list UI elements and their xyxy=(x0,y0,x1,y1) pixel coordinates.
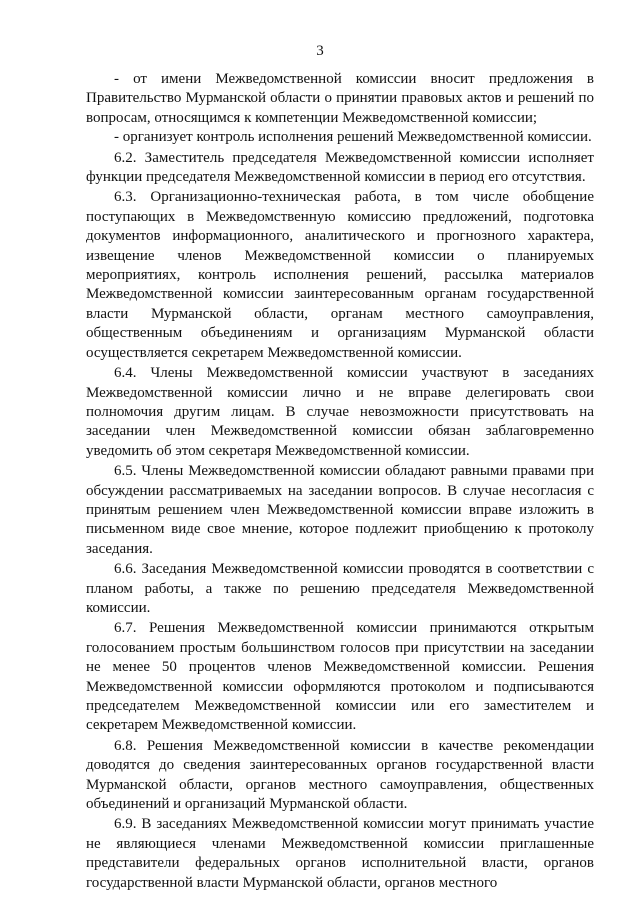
paragraph-6-2: 6.2. Заместитель председателя Межведомственной комиссии исполняет функции председателя Межведомственной комиссии в период его отсутствия. xyxy=(86,149,594,186)
paragraph-6-3: 6.3. Организационно-техническая работа, в том числе обобщение поступающих в Межведомственную комиссию предложений, подготовка документов информационного, аналитического и прогнозного характера, извещение членов Межведомственной комиссии о планируемых мероприятиях, контроль исполнения решений, рассылка материалов Межведомственной комиссии заинтересованным органам государственной власти Мурманской области, органам местного самоуправления, общественным объединениям и организациям Мурманской области осуществляется секретарем Межведомственной комиссии. xyxy=(86,189,594,361)
paragraph-bullet-control: - организует контроль исполнения решений Межведомственной комиссии. xyxy=(114,129,592,146)
paragraph-6-6: 6.6. Заседания Межведомственной комиссии проводятся в соответствии с планом работы, а также по решению председателя Межведомственной комиссии. xyxy=(86,561,594,616)
paragraph-6-4: 6.4. Члены Межведомственной комиссии участвуют в заседаниях Межведомственной комиссии лично и не вправе делегировать свои полномочия другим лицам. В случае невозможности присутствовать на заседании член Межведомственной комиссии обязан заблаговременно уведомить об этом секретаря Межведомственной комиссии. xyxy=(86,365,594,459)
paragraph-6-7: 6.7. Решения Межведомственной комиссии принимаются открытым голосованием простым большинством голосов при присутствии на заседании не менее 50 процентов членов Межведомственной комиссии. Решения Межведомственной комиссии оформляются протоколом и подписываются председателем Межведомственной комиссии или его заместителем и секретарем Межведомственной комиссии. xyxy=(86,620,594,734)
paragraph-bullet-proposals: - от имени Межведомственной комиссии вносит предложения в Правительство Мурманской области о принятии правовых актов и решений по вопросам, относящимся к компетенции Межведомственной комиссии; xyxy=(86,71,594,126)
document-body xyxy=(86,70,594,893)
paragraph-6-9: 6.9. В заседаниях Межведомственной комиссии могут принимать участие не являющиеся членами Межведомственной комиссии приглашенные представители федеральных органов исполнительной власти, органов государственной власти Мурманской области, органов местного xyxy=(86,816,594,891)
paragraph-6-5: 6.5. Члены Межведомственной комиссии обладают равными правами при обсуждении рассматриваемых на заседании вопросов. В случае несогласия с принятым решением член Межведомственной комиссии вправе изложить в письменном виде свое мнение, которое подлежит приобщению к протоколу заседания. xyxy=(86,463,594,557)
page-number: 3 xyxy=(316,43,324,59)
paragraph-6-8: 6.8. Решения Межведомственной комиссии в качестве рекомендации доводятся до сведения заинтересованных органов государственной власти Мурманской области, органов местного самоуправления, общественных объединений и организаций Мурманской области. xyxy=(86,737,594,813)
